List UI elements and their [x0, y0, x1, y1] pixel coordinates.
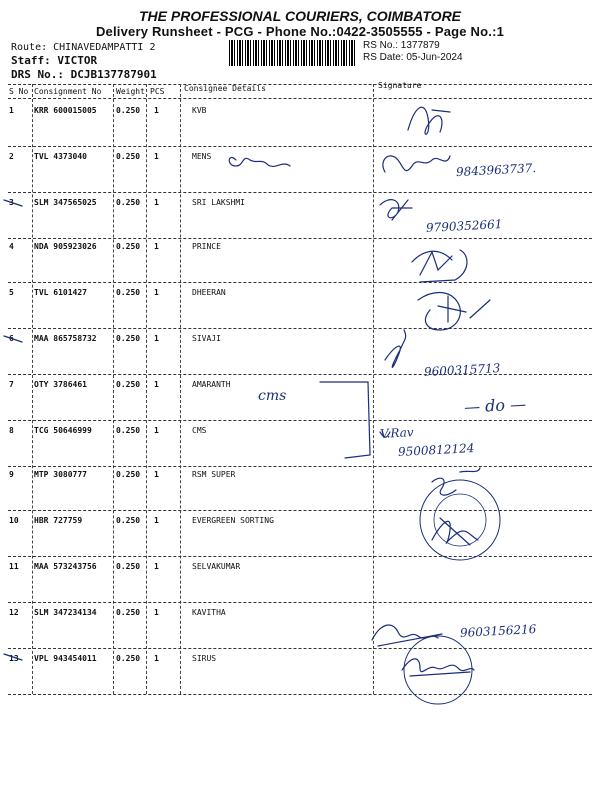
row-weight: 0.250 — [116, 608, 141, 617]
row-pcs: 1 — [154, 654, 159, 663]
row-pcs: 1 — [154, 380, 159, 389]
signature-row-4 — [412, 250, 467, 282]
row-consignee: EVERGREEN SORTING — [192, 516, 274, 525]
signature-row-10 — [432, 518, 478, 545]
row-sno: 8 — [9, 426, 14, 435]
signature-row-13 — [402, 659, 474, 676]
row-consignment-no: TVL 6101427 — [34, 288, 87, 297]
row-sno: 9 — [9, 470, 14, 479]
runsheet-title: Delivery Runsheet - PCG - Phone No.:0422-3505555 - Page No.:1 — [95, 24, 505, 39]
cms-note: cms — [258, 388, 287, 404]
row-weight: 0.250 — [116, 516, 141, 525]
row-weight: 0.250 — [116, 654, 141, 663]
row-pcs: 1 — [154, 470, 159, 479]
rs-number: RS No.: 1377879 — [363, 40, 440, 51]
handwritten-note: V.Rav — [379, 425, 414, 441]
handwritten-note: 9843963737. — [455, 160, 537, 180]
row-pcs: 1 — [154, 334, 159, 343]
row-consignment-no: HBR 727759 — [34, 516, 83, 525]
row-sno: 12 — [9, 608, 19, 617]
giftson-scribble — [229, 158, 290, 167]
company-name: THE PROFESSIONAL COURIERS, COIMBATORE — [138, 8, 462, 24]
row-sno: 4 — [9, 242, 14, 251]
row-3-mark — [4, 200, 22, 206]
col-weight: Weight — [116, 87, 145, 96]
row-weight: 0.250 — [116, 334, 141, 343]
row-weight: 0.250 — [116, 152, 141, 161]
row-consignment-no: TCG 50646999 — [34, 426, 92, 435]
row-consignment-no: MTP 3080777 — [34, 470, 87, 479]
row-consignment-no: MAA 865758732 — [34, 334, 97, 343]
row-consignee: SIRUS — [192, 654, 217, 663]
row-consignee: RSM SUPER — [192, 470, 236, 479]
row-sno: 1 — [9, 106, 14, 115]
row-consignment-no: KRR 600015005 — [34, 106, 97, 115]
row-consignee: MENS — [192, 152, 212, 161]
col-sno: S No — [9, 87, 29, 96]
row-weight: 0.250 — [116, 242, 141, 251]
row-consignee: SIVAJI — [192, 334, 221, 343]
row-consignment-no: TVL 4373040 — [34, 152, 87, 161]
row-consignment-no: OTY 3786461 — [34, 380, 87, 389]
handwritten-note: — do — — [463, 394, 527, 417]
row-consignment-no: SLM 347565025 — [34, 198, 97, 207]
row-consignment-no: VPL 943454011 — [34, 654, 97, 663]
col-pcs: PCS — [150, 87, 165, 96]
row-consignee: PRINCE — [192, 242, 221, 251]
row-weight: 0.250 — [116, 562, 141, 571]
row-consignee: DHEERAN — [192, 288, 226, 297]
row-pcs: 1 — [154, 288, 159, 297]
row-sno: 10 — [9, 516, 19, 525]
rs-date: RS Date: 05-Jun-2024 — [363, 52, 463, 63]
row-pcs: 1 — [154, 106, 159, 115]
route: Route: CHINAVEDAMPATTI 2 — [11, 42, 156, 53]
row-consignee: KVB — [192, 106, 207, 115]
signature-row-9 — [432, 468, 480, 495]
row-consignment-no: NDA 905923026 — [34, 242, 97, 251]
row-pcs: 1 — [154, 562, 159, 571]
company-seal — [420, 480, 500, 560]
row-sno: 5 — [9, 288, 14, 297]
row-pcs: 1 — [154, 152, 159, 161]
signature-row-2 — [383, 156, 450, 172]
row-sno: 13 — [9, 654, 19, 663]
row-13-mark — [4, 654, 22, 660]
row-sno: 11 — [9, 562, 19, 571]
row-weight: 0.250 — [116, 426, 141, 435]
row-sno: 2 — [9, 152, 14, 161]
row-pcs: 1 — [154, 242, 159, 251]
signature-row-1 — [408, 107, 450, 134]
signature-row-3 — [380, 200, 412, 220]
row-sno: 7 — [9, 380, 14, 389]
handwritten-note: 9603156216 — [459, 622, 537, 640]
signature-row-5 — [418, 293, 490, 331]
row-consignee: CMS — [192, 426, 207, 435]
cms-bracket — [320, 382, 370, 458]
row-consignee: AMARANTH — [192, 380, 231, 389]
row-pcs: 1 — [154, 198, 159, 207]
staff: Staff: VICTOR — [11, 54, 98, 67]
row-6-mark — [4, 336, 22, 342]
drs-number: DRS No.: DCJB137787901 — [11, 68, 157, 81]
row-sno: 3 — [9, 198, 14, 207]
row-sno: 6 — [9, 334, 14, 343]
row-pcs: 1 — [154, 608, 159, 617]
row-pcs: 1 — [154, 426, 159, 435]
row-weight: 0.250 — [116, 470, 141, 479]
row-consignee: SRI LAKSHMI — [192, 198, 245, 207]
row-consignee: KAVITHA — [192, 608, 226, 617]
row-consignment-no: SLM 347234134 — [34, 608, 97, 617]
col-signature: Signature — [378, 81, 422, 90]
col-consignee: Consignee Details — [184, 84, 266, 93]
signature-row-12 — [372, 625, 442, 646]
row-weight: 0.250 — [116, 288, 141, 297]
row-consignee: SELVAKUMAR — [192, 562, 241, 571]
row-consignment-no: MAA 573243756 — [34, 562, 97, 571]
handwritten-note: 9500812124 — [397, 441, 475, 459]
row-weight: 0.250 — [116, 106, 141, 115]
row-weight: 0.250 — [116, 198, 141, 207]
row-pcs: 1 — [154, 516, 159, 525]
handwritten-note: 9790352661 — [425, 217, 503, 235]
row-weight: 0.250 — [116, 380, 141, 389]
col-consignment: Consignment No — [34, 87, 102, 96]
signature-row-6 — [385, 330, 406, 367]
handwritten-note: 9600315713 — [423, 361, 501, 379]
